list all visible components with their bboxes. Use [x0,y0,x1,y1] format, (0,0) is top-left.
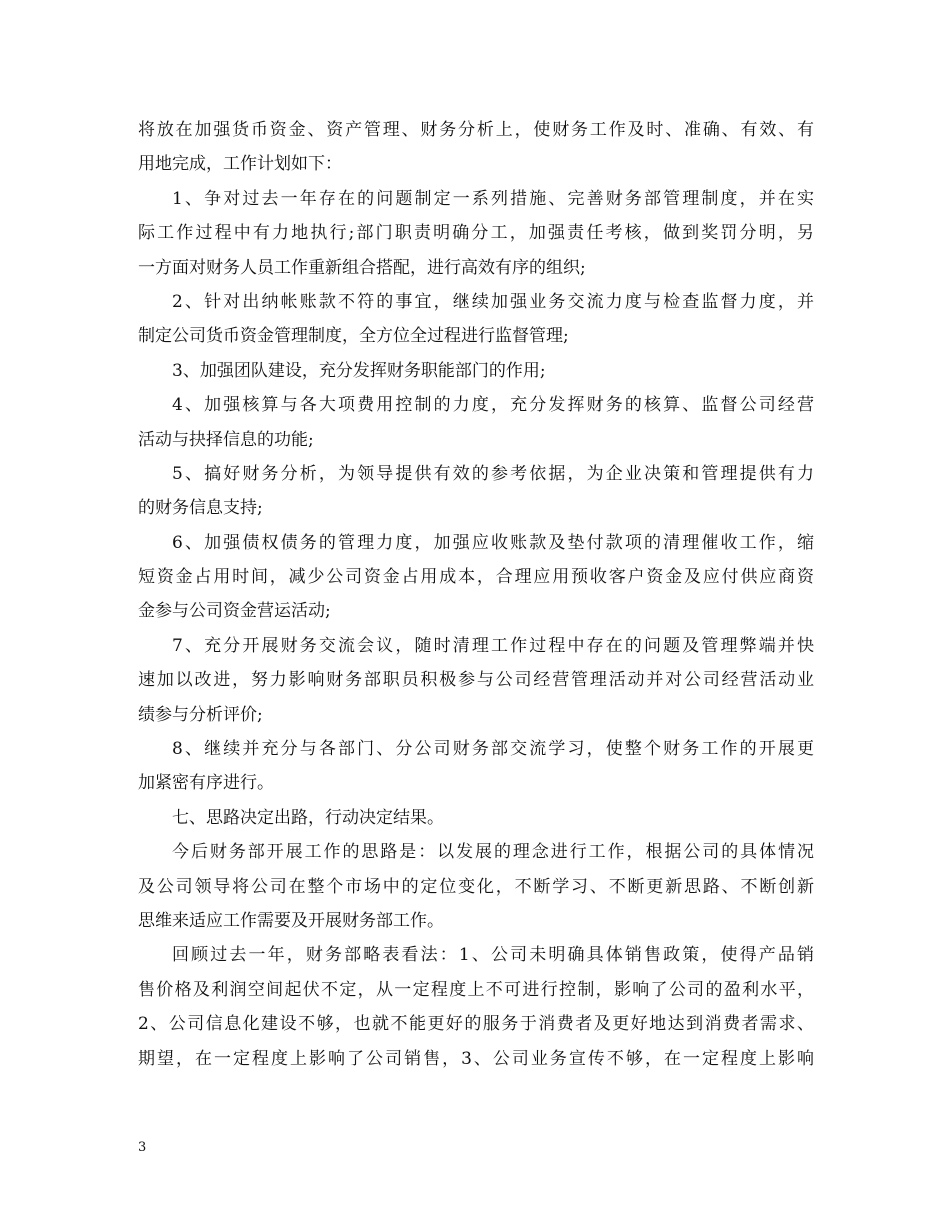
text-line: 4、加强核算与各大项费用控制的力度，充分发挥财务的核算、监督公司经营 [172,395,814,416]
text-line: 今后财务部开展工作的思路是：以发展的理念进行工作，根据公司的具体情况 [172,842,814,863]
text-line: 6、加强债权债务的管理力度，加强应收账款及垫付款项的清理催收工作，缩 [172,532,814,553]
text-line: 加紧密有序进行。 [138,773,274,794]
text-line: 思维来适应工作需要及开展财务部工作。 [138,910,444,931]
text-line: 活动与抉择信息的功能; [138,429,314,450]
text-line: 7、充分开展财务交流会议，随时清理工作过程中存在的问题及管理弊端并快 [172,635,814,656]
text-line: 2、公司信息化建设不够，也就不能更好的服务于消费者及更好地达到消费者需求、 [138,1014,814,1035]
section-heading: 七、思路决定出路，行动决定结果。 [172,807,444,828]
text-line: 短资金占用时间，减少公司资金占用成本，合理应用预收客户资金及应付供应商资 [138,567,814,588]
text-line: 期望，在一定程度上影响了公司销售，3、公司业务宣传不够，在一定程度上影响 [138,1048,814,1069]
page-number: 3 [138,1140,147,1155]
text-line: 绩参与分析评价; [138,704,263,725]
text-line: 售价格及利润空间起伏不定，从一定程度上不可进行控制，影响了公司的盈利水平， [138,979,814,1000]
text-line: 制定公司货币资金管理制度，全方位全过程进行监督管理; [138,326,569,347]
text-line: 用地完成，工作计划如下： [138,154,342,175]
text-line: 际工作过程中有力地执行;部门职责明确分工，加强责任考核，做到奖罚分明，另 [138,223,814,244]
text-line: 2、针对出纳帐账款不符的事宜，继续加强业务交流力度与检查监督力度，并 [172,291,814,312]
text-line: 3、加强团队建设，充分发挥财务职能部门的作用; [172,360,546,381]
body-text [138,113,814,1076]
text-line: 1、争对过去一年存在的问题制定一系列措施、完善财务部管理制度，并在实 [172,188,814,209]
text-line: 金参与公司资金营运活动; [138,601,331,622]
text-line: 回顾过去一年，财务部略表看法：1、公司未明确具体销售政策，使得产品销 [172,945,814,966]
text-line: 及公司领导将公司在整个市场中的定位变化，不断学习、不断更新思路、不断创新 [138,876,814,897]
text-line: 将放在加强货币资金、资产管理、财务分析上，使财务工作及时、准确、有效、有 [138,120,814,140]
text-line: 8、继续并充分与各部门、分公司财务部交流学习，使整个财务工作的开展更 [172,739,814,760]
text-line: 一方面对财务人员工作重新组合搭配，进行高效有序的组织; [138,257,586,278]
text-line: 的财务信息支持; [138,498,263,519]
text-line: 速加以改进，努力影响财务部职员积极参与公司经营管理活动并对公司经营活动业 [138,670,814,691]
text-line: 5、搞好财务分析，为领导提供有效的参考依据，为企业决策和管理提供有力 [172,463,814,484]
